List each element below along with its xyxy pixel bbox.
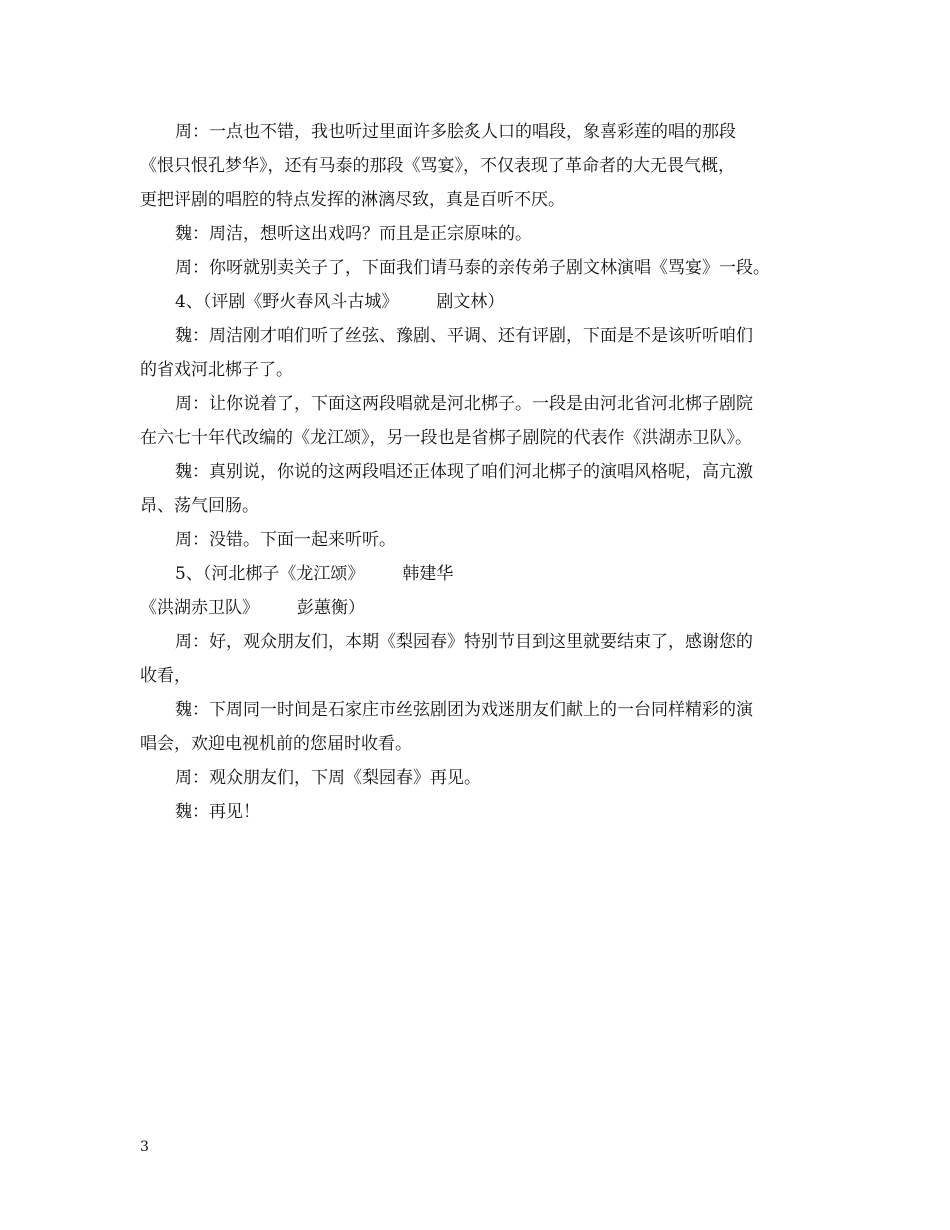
text-line: 魏：下周同一时间是石家庄市丝弦剧团为戏迷朋友们献上的一台同样精彩的演 — [175, 700, 753, 720]
text-line: 在六七十年代改编的《龙江颂》，另一段也是省梆子剧院的代表作《洪湖赤卫队》。 — [140, 428, 752, 448]
text-line: 魏：真别说，你说的这两段唱还正体现了咱们河北梆子的演唱风格呢，高亢激 — [175, 462, 753, 482]
program-title: 《洪湖赤卫队》 — [140, 598, 259, 618]
text-line — [140, 285, 815, 319]
program-title: 4、（评剧《野火春风斗古城》 — [175, 292, 399, 312]
dialogue-paragraph — [140, 251, 815, 285]
performer-name: 彭蕙衡） — [297, 598, 365, 618]
text-line: 周：没错。下面一起来听听。 — [175, 530, 396, 550]
text-line: 周：一点也不错，我也听过里面许多脍炙人口的唱段，象喜彩莲的唱的那段 — [175, 122, 736, 142]
dialogue-paragraph — [140, 795, 815, 829]
text-line — [140, 591, 815, 625]
dialogue-paragraph — [140, 523, 815, 557]
dialogue-paragraph — [140, 761, 815, 795]
text-line: 唱会，欢迎电视机前的您届时收看。 — [140, 734, 412, 754]
document-body — [140, 115, 815, 829]
dialogue-paragraph — [140, 625, 815, 693]
text-line: 魏：再见！ — [175, 802, 260, 822]
dialogue-paragraph — [140, 455, 815, 523]
text-line: 的省戏河北梆子了。 — [140, 360, 293, 380]
dialogue-paragraph — [140, 693, 815, 761]
program-item — [140, 285, 815, 319]
text-line: 周：你呀就别卖关子了，下面我们请马泰的亲传弟子剧文林演唱《骂宴》一段。 — [175, 258, 770, 278]
dialogue-paragraph — [140, 217, 815, 251]
text-line: 《恨只恨孔梦华》，还有马泰的那段《骂宴》，不仅表现了革命者的大无畏气概， — [140, 156, 735, 176]
text-line: 魏：周洁刚才咱们听了丝弦、豫剧、平调、还有评剧，下面是不是该听听咱们 — [175, 326, 753, 346]
text-line: 周：观众朋友们，下周《梨园春》再见。 — [175, 768, 481, 788]
program-item — [140, 591, 815, 625]
text-line: 收看， — [140, 666, 191, 686]
text-line: 周：让你说着了，下面这两段唱就是河北梆子。一段是由河北省河北梆子剧院 — [175, 394, 753, 414]
text-line: 魏：周洁，想听这出戏吗？而且是正宗原味的。 — [175, 224, 532, 244]
text-line: 昂、荡气回肠。 — [140, 496, 259, 516]
text-line: 周：好，观众朋友们，本期《梨园春》特别节目到这里就要结束了，感谢您的 — [175, 632, 753, 652]
program-item — [140, 557, 815, 591]
dialogue-paragraph — [140, 387, 815, 455]
performer-name: 韩建华 — [402, 564, 454, 584]
performer-name: 剧文林） — [436, 292, 505, 312]
program-title: 5、（河北梆子《龙江颂》 — [175, 564, 365, 584]
text-line — [140, 557, 815, 591]
dialogue-paragraph — [140, 319, 815, 387]
page-number: 3 — [140, 1139, 149, 1155]
dialogue-paragraph — [140, 115, 815, 217]
text-line: 更把评剧的唱腔的特点发挥的淋漓尽致，真是百听不厌。 — [140, 190, 565, 210]
